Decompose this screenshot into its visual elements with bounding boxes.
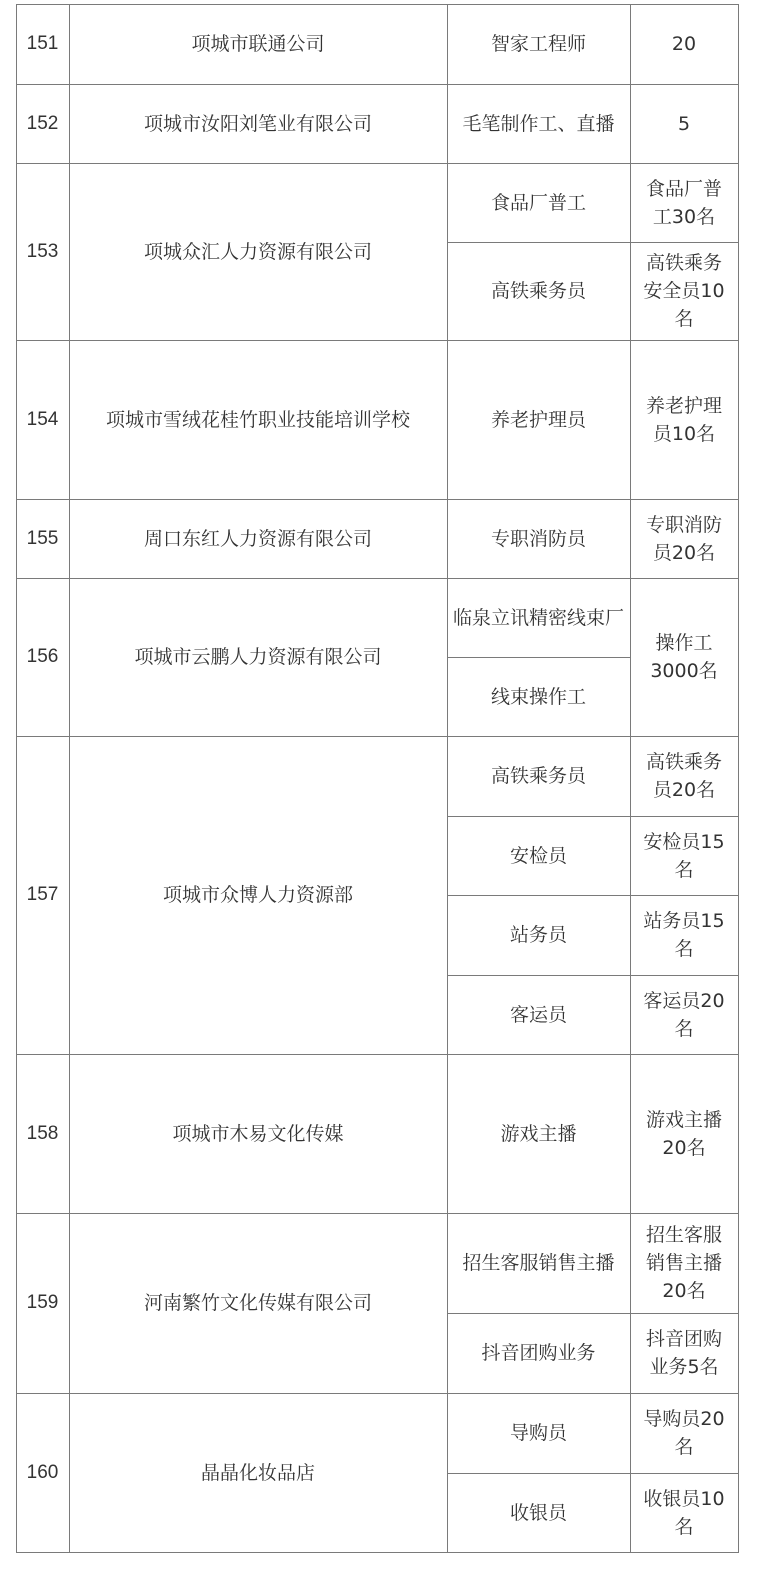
position-name: 食品厂普工 bbox=[490, 191, 586, 214]
row-number: 158 bbox=[26, 1122, 59, 1144]
quota-divider bbox=[630, 242, 739, 243]
row-number: 156 bbox=[26, 646, 59, 667]
position-name: 高铁乘务员 bbox=[490, 765, 586, 787]
quota-count: 养老护理员10名 bbox=[645, 394, 722, 445]
company-name: 晶晶化妆品店 bbox=[200, 1461, 315, 1484]
position-name: 高铁乘务员 bbox=[490, 280, 586, 302]
quota-count: 客运员20名 bbox=[643, 989, 725, 1040]
quota-count: 安检员15名 bbox=[643, 830, 725, 881]
row-number: 151 bbox=[26, 33, 59, 54]
company-name: 项城市云鹏人力资源有限公司 bbox=[134, 646, 382, 668]
position-name: 客运员 bbox=[509, 1003, 567, 1026]
position-name: 智家工程师 bbox=[490, 33, 586, 55]
quota-divider bbox=[630, 895, 739, 896]
quota-count: 食品厂普工30名 bbox=[645, 177, 722, 228]
quota-count: 专职消防员20名 bbox=[645, 513, 722, 564]
company-name: 项城市雪绒花桂竹职业技能培训学校 bbox=[105, 408, 410, 431]
quota-divider bbox=[630, 1313, 739, 1314]
quota-count: 抖音团购业务5名 bbox=[645, 1328, 722, 1378]
quota-count: 游戏主播20名 bbox=[645, 1108, 722, 1159]
position-name: 抖音团购业务 bbox=[481, 1342, 596, 1364]
position-name: 导购员 bbox=[509, 1422, 567, 1444]
table-column-line bbox=[738, 4, 739, 1553]
quota-count: 招生客服销售主播20名 bbox=[645, 1224, 722, 1302]
position-name: 毛笔制作工、直播 bbox=[462, 112, 615, 135]
position-divider bbox=[447, 1473, 631, 1474]
company-name: 项城众汇人力资源有限公司 bbox=[143, 240, 372, 263]
row-number: 153 bbox=[26, 240, 59, 262]
company-name: 周口东红人力资源有限公司 bbox=[143, 527, 372, 550]
quota-count: 收银员10名 bbox=[643, 1487, 725, 1538]
company-name: 项城市众博人力资源部 bbox=[162, 884, 353, 906]
position-divider bbox=[447, 657, 631, 658]
position-name: 站务员 bbox=[509, 924, 567, 946]
position-divider bbox=[447, 975, 631, 976]
row-number: 157 bbox=[26, 884, 59, 905]
quota-divider bbox=[630, 816, 739, 817]
row-number: 155 bbox=[26, 527, 59, 549]
quota-divider bbox=[630, 975, 739, 976]
position-name: 线束操作工 bbox=[490, 685, 586, 708]
quota-count: 高铁乘务员20名 bbox=[645, 751, 722, 801]
position-name: 收银员 bbox=[509, 1501, 567, 1524]
company-name: 河南繁竹文化传媒有限公司 bbox=[143, 1292, 372, 1314]
row-number: 152 bbox=[26, 112, 59, 134]
company-name: 项城市木易文化传媒 bbox=[172, 1122, 344, 1145]
quota-count: 5 bbox=[677, 112, 691, 135]
position-name: 临泉立讯精密线束厂 bbox=[453, 606, 625, 629]
row-number: 154 bbox=[26, 408, 59, 430]
quota-divider bbox=[630, 1473, 739, 1474]
position-divider bbox=[447, 895, 631, 896]
quota-count: 20 bbox=[671, 33, 697, 55]
position-name: 专职消防员 bbox=[490, 527, 586, 550]
quota-count: 站务员15名 bbox=[643, 910, 725, 960]
position-name: 安检员 bbox=[509, 844, 567, 867]
quota-count: 操作工3000名 bbox=[650, 632, 718, 682]
position-divider bbox=[447, 1313, 631, 1314]
company-name: 项城市联通公司 bbox=[191, 33, 325, 55]
row-number: 160 bbox=[26, 1461, 59, 1483]
position-divider bbox=[447, 242, 631, 243]
quota-count: 高铁乘务安全员10名 bbox=[643, 252, 725, 330]
position-divider bbox=[447, 816, 631, 817]
position-name: 养老护理员 bbox=[490, 408, 586, 431]
company-name: 项城市汝阳刘笔业有限公司 bbox=[143, 112, 372, 135]
row-number: 159 bbox=[26, 1292, 59, 1313]
table-bottom-line bbox=[16, 1552, 739, 1553]
position-name: 游戏主播 bbox=[500, 1122, 577, 1145]
quota-count: 导购员20名 bbox=[643, 1408, 725, 1458]
position-name: 招生客服销售主播 bbox=[462, 1252, 615, 1274]
